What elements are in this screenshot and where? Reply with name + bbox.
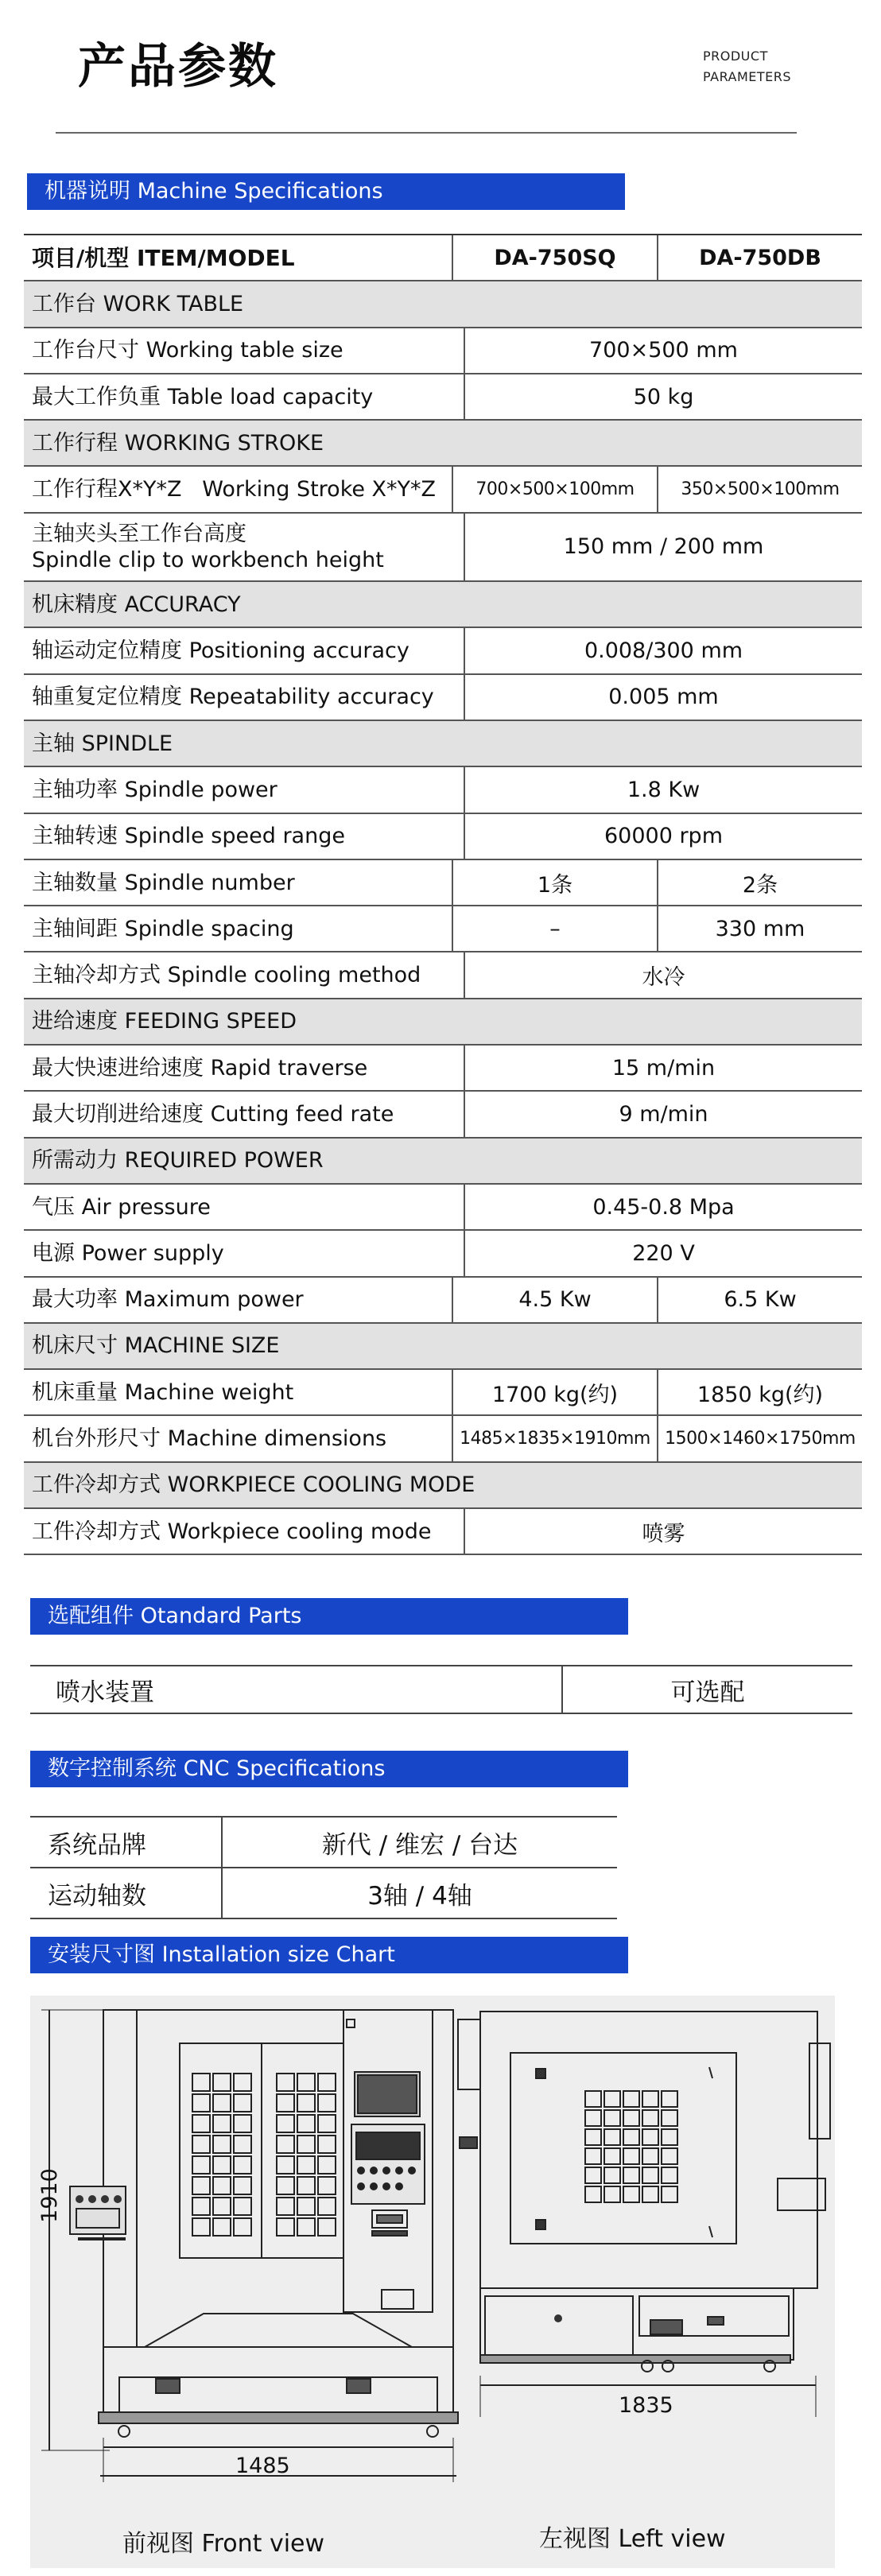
section-machine-specs: 机器说明 Machine Specifications: [27, 173, 625, 210]
row-value: 喷雾: [464, 1509, 862, 1554]
spec-group-row: [24, 421, 862, 467]
spec-header-row: [24, 235, 862, 281]
left-view-drawing: [458, 2012, 830, 2417]
spec-header-label: 项目/机型 ITEM/MODEL: [32, 244, 295, 271]
section-installation-chart: 安装尺寸图 Installation size Chart: [30, 1937, 628, 1973]
row-value-2: 350×500×100mm: [657, 467, 862, 511]
group-label: 进给速度 FEEDING SPEED: [32, 1009, 297, 1034]
row-label: 最大功率 Maximum power: [32, 1287, 304, 1313]
spec-row: [24, 814, 862, 860]
front-width-dimension-label: 1485: [235, 2454, 290, 2478]
row-value-1: 700×500×100mm: [452, 467, 657, 511]
front-view-caption: 前视图 Front view: [122, 2530, 325, 2558]
row-value: 9 m/min: [464, 1092, 862, 1136]
parts-table: [30, 1665, 852, 1714]
row-value: 150 mm / 200 mm: [464, 514, 862, 580]
row-value-2: 6.5 Kw: [657, 1278, 862, 1322]
group-label: 工作行程 WORKING STROKE: [32, 430, 324, 456]
row-value: 60000 rpm: [464, 814, 862, 859]
page-title: 产品参数: [78, 39, 278, 95]
spec-row: [24, 1046, 862, 1092]
row-label: 轴运动定位精度 Positioning accuracy: [32, 638, 409, 664]
spec-row: [24, 1509, 862, 1555]
cnc-table: [30, 1816, 617, 1919]
spec-row: [24, 675, 862, 721]
spec-row: [24, 952, 862, 999]
row-label: 机床重量 Machine weight: [32, 1379, 294, 1405]
spec-group-row: [24, 582, 862, 628]
row-value: 0.008/300 mm: [464, 628, 862, 673]
row-label: 最大快速进给速度 Rapid traverse: [32, 1055, 368, 1080]
spec-table: [24, 234, 862, 1555]
machine-drawing-svg: [30, 1996, 835, 2568]
side-window-grid: [585, 2091, 677, 2202]
row-label: 工作行程X*Y*Z Working Stroke X*Y*Z: [32, 477, 437, 502]
spec-row: [24, 1370, 862, 1416]
spec-row: [24, 514, 862, 582]
spec-row: [24, 1416, 862, 1462]
row-value-1: 1条: [452, 860, 657, 905]
parts-value: 可选配: [561, 1666, 852, 1713]
row-label: 电源 Power supply: [32, 1240, 224, 1266]
spec-row: [24, 467, 862, 513]
row-label: 气压 Air pressure: [32, 1194, 211, 1220]
cnc-label: 系统品牌: [48, 1830, 146, 1860]
row-label: 轴重复定位精度 Repeatability accuracy: [32, 685, 434, 710]
spec-group-row: [24, 1463, 862, 1509]
spec-row: [24, 1092, 862, 1138]
spec-header-model-2: DA-750DB: [657, 235, 862, 280]
spec-row: [24, 906, 862, 952]
subtitle-line-1: PRODUCT: [703, 48, 768, 64]
spec-row: [24, 628, 862, 674]
cnc-label: 运动轴数: [48, 1881, 146, 1911]
section-standard-parts: 选配组件 Otandard Parts: [30, 1598, 628, 1635]
row-label: 主轴功率 Spindle power: [32, 777, 277, 802]
row-label: [24, 514, 464, 580]
spec-row: [24, 374, 862, 421]
spec-row: [24, 328, 862, 374]
cnc-row: [30, 1868, 617, 1919]
row-value: 50 kg: [464, 374, 862, 419]
cnc-row: [30, 1818, 617, 1868]
installation-drawing: [30, 1996, 835, 2568]
group-label: 所需动力 REQUIRED POWER: [32, 1148, 324, 1174]
left-view-caption: 左视图 Left view: [539, 2525, 726, 2553]
group-label: 主轴 SPINDLE: [32, 731, 173, 756]
row-value: 15 m/min: [464, 1046, 862, 1090]
row-label: 最大切削进给速度 Cutting feed rate: [32, 1101, 394, 1127]
subtitle-line-2: PARAMETERS: [703, 69, 792, 84]
cnc-value: 新代 / 维宏 / 台达: [221, 1818, 617, 1867]
row-value-2: 330 mm: [657, 906, 862, 951]
spec-row: [24, 1231, 862, 1277]
row-value: 1.8 Kw: [464, 767, 862, 812]
spec-row: [24, 767, 862, 813]
row-label-en: Spindle clip to workbench height: [32, 547, 384, 572]
group-label: 工件冷却方式 WORKPIECE COOLING MODE: [32, 1472, 475, 1498]
spec-header-model-1: DA-750SQ: [452, 235, 657, 280]
row-value-2: 1500×1460×1750mm: [657, 1416, 862, 1461]
row-value-1: 1700 kg(约): [452, 1370, 657, 1414]
front-view-drawing: [41, 2010, 458, 2482]
row-label: 机台外形尺寸 Machine dimensions: [32, 1426, 387, 1452]
section-cnc-specs: 数字控制系统 CNC Specifications: [30, 1751, 628, 1787]
row-value-1: –: [452, 906, 657, 951]
row-value: 水冷: [464, 952, 862, 997]
row-value: 0.45-0.8 Mpa: [464, 1185, 862, 1229]
row-label: 主轴转速 Spindle speed range: [32, 824, 345, 849]
group-label: 工作台 WORK TABLE: [32, 291, 244, 316]
row-value-2: 1850 kg(约): [657, 1370, 862, 1414]
row-label: 工作台尺寸 Working table size: [32, 338, 343, 363]
spec-row: [24, 860, 862, 906]
front-door-grid-left: [192, 2074, 251, 2236]
height-dimension-label: 1910: [37, 2168, 62, 2223]
spec-group-row: [24, 721, 862, 767]
row-value: 700×500 mm: [464, 328, 862, 373]
group-label: 机床精度 ACCURACY: [32, 592, 241, 617]
row-label-cn: 主轴夹头至工作台高度: [32, 521, 246, 546]
side-width-dimension-label: 1835: [619, 2393, 673, 2418]
parts-label: 喷水装置: [56, 1678, 154, 1707]
row-label: 主轴冷却方式 Spindle cooling method: [32, 963, 421, 988]
row-label: 最大工作负重 Table load capacity: [32, 384, 374, 409]
header-divider: [56, 132, 797, 134]
row-value: 220 V: [464, 1231, 862, 1275]
front-door-grid-right: [277, 2074, 336, 2236]
spec-group-row: [24, 999, 862, 1046]
spec-group-row: [24, 1324, 862, 1370]
spec-group-row: [24, 1139, 862, 1185]
cnc-value: 3轴 / 4轴: [221, 1868, 617, 1918]
spec-row: [24, 1278, 862, 1324]
row-label: 工件冷却方式 Workpiece cooling mode: [32, 1519, 432, 1544]
row-value-2: 2条: [657, 860, 862, 905]
row-value-1: 1485×1835×1910mm: [452, 1416, 657, 1461]
row-label: 主轴间距 Spindle spacing: [32, 916, 294, 941]
spec-row: [24, 1185, 862, 1231]
page-subtitle: [703, 46, 791, 87]
row-value: 0.005 mm: [464, 675, 862, 720]
row-value-1: 4.5 Kw: [452, 1278, 657, 1322]
row-label: 主轴数量 Spindle number: [32, 870, 295, 895]
spec-group-row: [24, 281, 862, 328]
group-label: 机床尺寸 MACHINE SIZE: [32, 1333, 280, 1359]
